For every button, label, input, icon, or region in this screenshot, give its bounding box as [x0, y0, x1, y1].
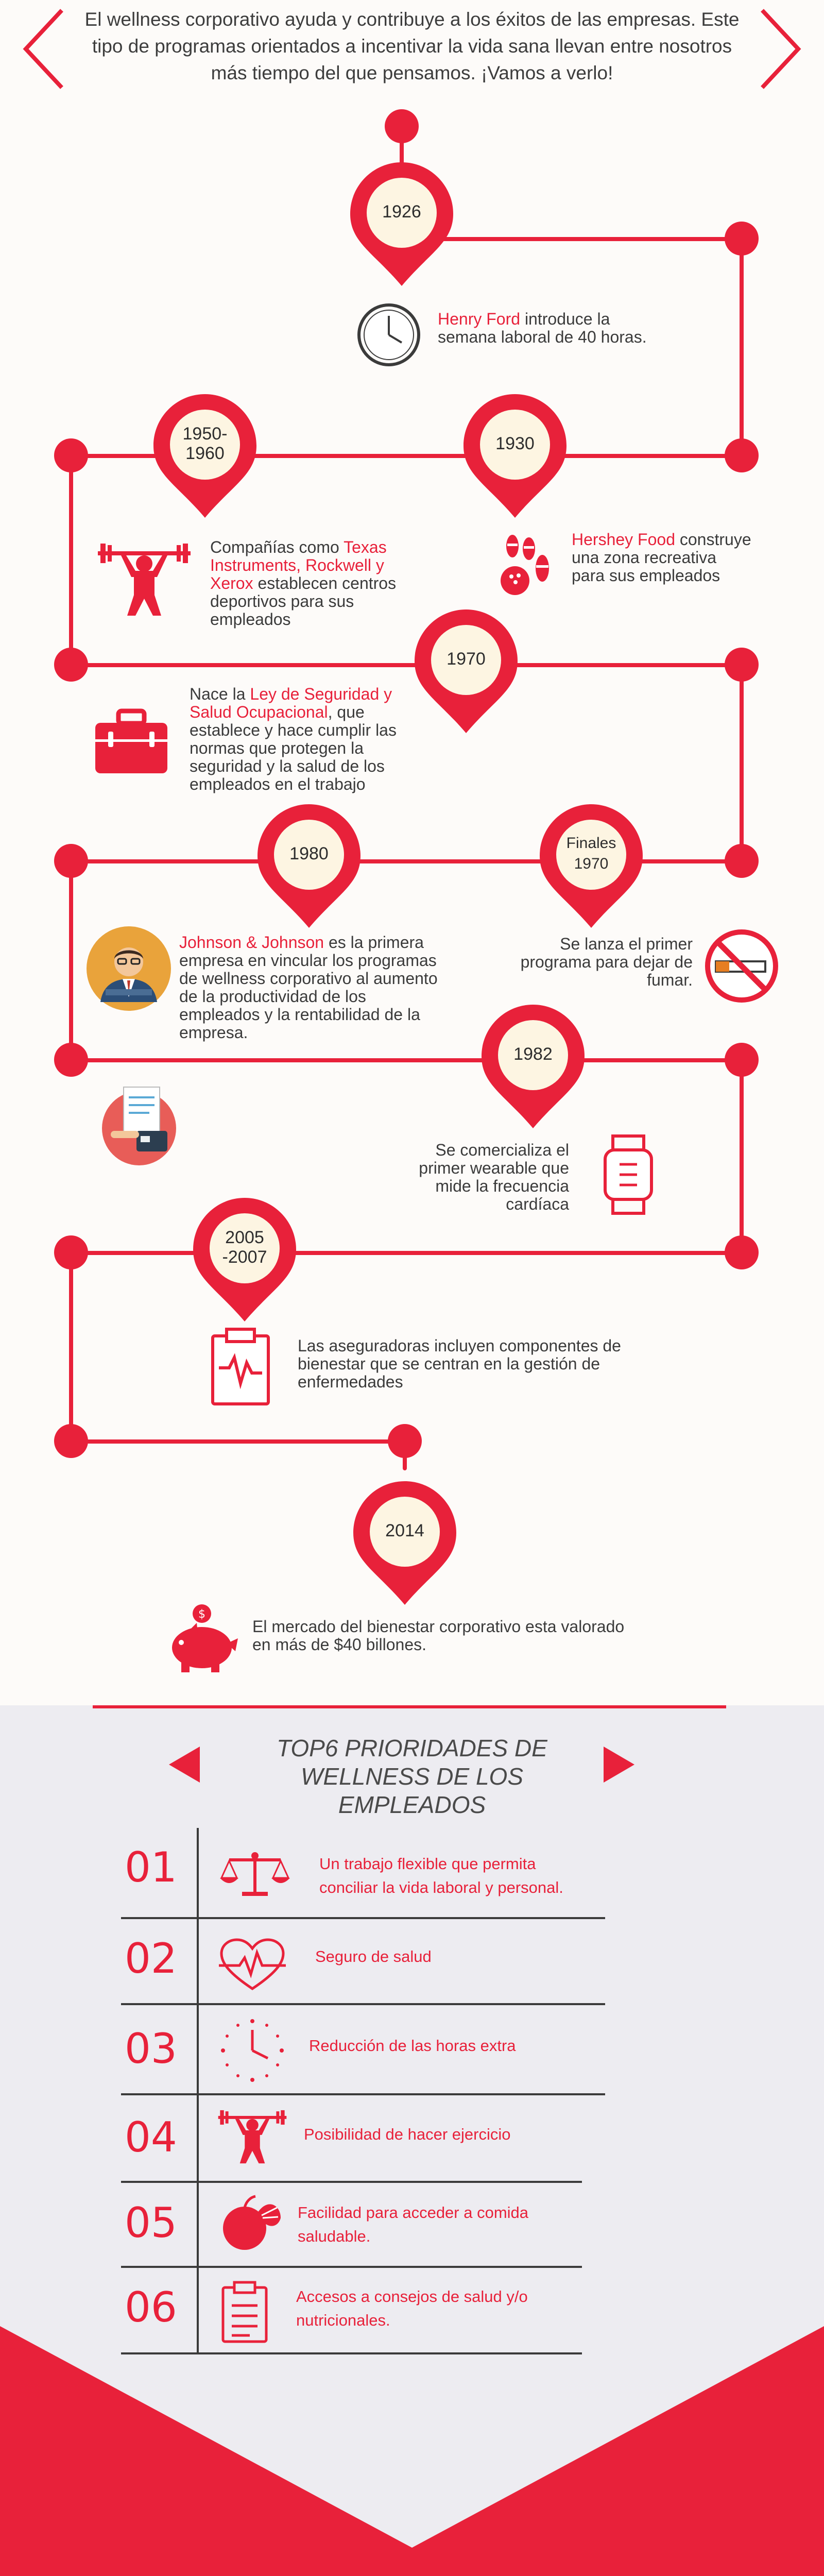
entry-text: mide la frecuencia [435, 1177, 569, 1195]
priority-line: Seguro de salud [315, 1947, 432, 1965]
entry-text: en más de $40 billones. [252, 1635, 426, 1654]
previous-arrow-icon[interactable] [169, 1747, 200, 1783]
card-reader-icon [95, 1079, 183, 1167]
entry-text: seguridad y la salud de los [190, 757, 385, 775]
section-divider [93, 1705, 726, 1708]
entry-text: , que [328, 703, 365, 721]
priority-line: conciliar la vida laboral y personal. [319, 1878, 563, 1896]
timeline-dot [54, 1043, 88, 1077]
next-chevron-icon[interactable] [757, 8, 803, 90]
entry-1930-text [572, 531, 778, 585]
year-pin-1970 [412, 607, 520, 736]
svg-text:$: $ [198, 1608, 205, 1621]
smartwatch-icon [600, 1133, 657, 1216]
highlight-text: Hershey Food [572, 530, 675, 549]
year-label-line: 2005 [225, 1228, 264, 1247]
footer-background [0, 2326, 824, 2576]
timeline-dot [54, 1235, 88, 1269]
timeline-dot [54, 1424, 88, 1458]
entry-text: Se lanza el primer [560, 935, 693, 953]
timeline-dot [725, 1235, 759, 1269]
intro-line: tipo de programas orientados a incentivar la vida sana llevan entre nosotros [92, 36, 732, 57]
year-pin-2014 [351, 1479, 459, 1607]
year-label: 1982 [513, 1044, 553, 1064]
entry-1970-text [190, 685, 416, 793]
entry-text: introduce la [520, 310, 610, 328]
year-label-line: Finales [566, 835, 616, 852]
entry-1926-text [438, 310, 695, 346]
year-label [553, 820, 630, 887]
briefcase-icon [93, 708, 170, 775]
row-divider [121, 2003, 605, 2005]
no-smoking-icon [703, 927, 780, 1005]
timeline-dot [385, 109, 419, 143]
entry-1982-text [376, 1141, 569, 1213]
table-divider [197, 1828, 199, 2353]
year-label [166, 410, 244, 477]
priorities-title [221, 1734, 603, 1819]
timeline-dot [54, 438, 88, 472]
priority-number: 05 [125, 2199, 177, 2247]
year-pin-2005-2007 [191, 1195, 299, 1324]
entry-text: enfermedades [298, 1372, 403, 1391]
clock-dots-icon [219, 2017, 286, 2084]
priority-text [298, 2201, 586, 2248]
highlight-text: Johnson & Johnson [179, 933, 324, 952]
entry-text: deportivos para sus [210, 592, 354, 611]
clock-icon [355, 301, 422, 368]
entry-text: empleados en el trabajo [190, 775, 366, 793]
priority-number: 01 [125, 1843, 177, 1891]
entry-text: empleados y la rentabilidad de la [179, 1005, 420, 1024]
timeline-dot [388, 1424, 422, 1458]
entry-text: establece y hace cumplir las [190, 721, 397, 739]
entry-text: empresa en vincular los programas [179, 951, 437, 970]
timeline-dot [725, 844, 759, 878]
entry-text: para sus empleados [572, 566, 720, 585]
priority-text [304, 2123, 592, 2146]
priority-line: Accesos a consejos de salud y/o [296, 2287, 528, 2306]
priority-text [309, 2034, 597, 2058]
balance-scale-icon [219, 1850, 291, 1901]
priority-line: Facilidad para acceder a comida [298, 2204, 529, 2222]
year-pin-finales-1970 [537, 802, 645, 930]
entry-text: Se comercializa el [435, 1141, 569, 1159]
year-pin-1982 [479, 1002, 587, 1131]
year-pin-1930 [461, 392, 569, 520]
entry-text: Las aseguradoras incluyen componentes de [298, 1336, 621, 1355]
entry-text: El mercado del bienestar corporativo esta valorado [252, 1617, 625, 1636]
priority-line: Posibilidad de hacer ejercicio [304, 2125, 511, 2143]
entry-1950-text [210, 538, 416, 629]
priority-number: 04 [125, 2113, 177, 2161]
entry-text: semana laboral de 40 horas. [438, 328, 647, 346]
title-line: WELLNESS DE LOS [300, 1763, 524, 1790]
priority-line: nutricionales. [296, 2311, 390, 2329]
fruit-icon [216, 2192, 283, 2254]
title-line: EMPLEADOS [338, 1791, 486, 1818]
entry-1980-text [179, 934, 468, 1042]
year-label-line: 1950- [182, 424, 228, 444]
next-arrow-icon[interactable] [604, 1747, 634, 1783]
highlight-text: Salud Ocupacional [190, 703, 328, 721]
entry-text: cardíaca [506, 1195, 569, 1213]
highlight-text: Xerox [210, 574, 253, 592]
year-label: 2014 [385, 1521, 424, 1540]
bowling-icon [492, 533, 554, 600]
entry-text: construye [675, 530, 751, 549]
year-label-line: 1960 [185, 444, 225, 463]
timeline-dot [54, 844, 88, 878]
year-pin-1950-1960 [151, 392, 259, 520]
timeline-dot [54, 648, 88, 682]
highlight-text: Henry Ford [438, 310, 521, 328]
entry-text: bienestar que se centran en la gestión de [298, 1354, 600, 1373]
entry-text: Nace la [190, 685, 250, 703]
intro-line: El wellness corporativo ayuda y contribuye a los éxitos de las empresas. Este [84, 9, 740, 30]
entry-text: es la primera [324, 933, 424, 952]
heart-pulse-icon [219, 1937, 286, 1994]
priority-line: Un trabajo flexible que permita [319, 1855, 536, 1873]
intro-line: más tiempo del que pensamos. ¡Vamos a verlo! [211, 62, 613, 83]
year-label [206, 1214, 283, 1281]
priority-text [319, 1852, 608, 1900]
entry-text: fumar. [647, 971, 693, 989]
clipboard-heartbeat-icon [209, 1327, 273, 1406]
priority-number: 03 [125, 2025, 177, 2073]
highlight-text: Ley de Seguridad y [250, 685, 392, 703]
title-line: TOP6 PRIORIDADES DE [277, 1735, 547, 1761]
row-divider [121, 1917, 605, 1919]
timeline-dot [725, 1043, 759, 1077]
row-divider [121, 2181, 582, 2183]
priority-number: 02 [125, 1935, 177, 1982]
piggy-bank-icon [166, 1602, 241, 1674]
year-label: 1930 [495, 434, 535, 453]
businessman-icon [85, 925, 173, 1012]
weightlifter-icon [95, 541, 193, 618]
entry-text: empleados [210, 610, 291, 629]
timeline-dot [725, 222, 759, 256]
year-label-line: 1970 [574, 855, 609, 872]
entry-text: establecen centros [253, 574, 397, 592]
timeline-dot [725, 438, 759, 472]
entry-text: Compañías como [210, 538, 344, 556]
priority-line: saludable. [298, 2227, 371, 2245]
priority-text [296, 2285, 585, 2332]
year-label: 1970 [447, 649, 486, 669]
year-pin-1926 [348, 160, 456, 289]
year-label-line: -2007 [222, 1247, 267, 1267]
priority-text [315, 1945, 604, 1969]
entry-text: programa para dejar de [520, 953, 693, 971]
row-divider [121, 2266, 582, 2268]
entry-text: primer wearable que [419, 1159, 569, 1177]
weightlifter-icon [216, 2107, 288, 2166]
entry-2014-text [252, 1618, 675, 1654]
highlight-text: Instruments, Rockwell y [210, 556, 384, 574]
year-pin-1980 [255, 802, 363, 930]
year-label: 1926 [382, 202, 421, 222]
intro-text [77, 6, 747, 87]
year-label: 1980 [289, 844, 329, 863]
entry-text: de la productividad de los [179, 987, 366, 1006]
entry-2005-text [298, 1337, 668, 1391]
priority-line: Reducción de las horas extra [309, 2037, 516, 2055]
highlight-text: Texas [344, 538, 387, 556]
timeline-dot [725, 648, 759, 682]
entry-text: empresa. [179, 1023, 248, 1042]
previous-chevron-icon[interactable] [21, 8, 67, 90]
entry-finales-1970-text [482, 935, 693, 989]
row-divider [121, 2093, 605, 2095]
entry-text: normas que protegen la [190, 739, 364, 757]
priority-number: 06 [125, 2283, 177, 2331]
entry-text: una zona recreativa [572, 548, 717, 567]
entry-text: de wellness corporativo al aumento [179, 969, 438, 988]
